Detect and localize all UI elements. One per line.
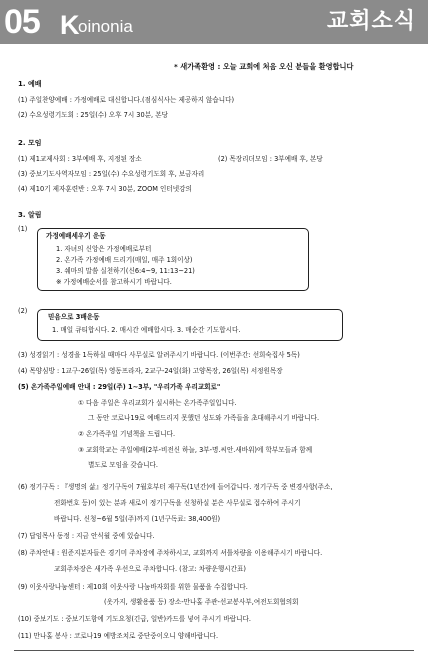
notice-subscription: (6) 정기구독 : 『생명의 삶』정기구독이 7월호부터 재구독(1년간)에 들어갑니다. 정기구독 중 변경사항(주소,	[18, 483, 333, 491]
notice-subscription-cont-2: 바랍니다. 신청~6월 5일(주)까지 (1년구독료: 38,400원)	[54, 515, 221, 523]
page-header	[0, 0, 428, 44]
meeting-line-2: (3) 중보기도사역자모임 : 25일(수) 수요성령기도회 후, 보금자리	[18, 170, 205, 178]
family-sunday-item-3-cont: 별도로 모임을 갖습니다.	[88, 461, 158, 469]
family-worship-note: ※ 가정예배순서를 참고하시기 바랍니다.	[56, 278, 172, 286]
section-meeting-title: 2. 모임	[18, 139, 42, 147]
family-worship-item-2: 2. 온가족 가정예배 드리기(매일, 매주 1회이상)	[56, 256, 193, 264]
faith-campaign-box	[37, 309, 343, 341]
family-worship-item-3: 3. 쉐마의 말씀 실천하기(신6:4~9, 11:13~21)	[56, 267, 195, 275]
notice-bazaar: (9) 이웃사랑나눔센터 : 제10회 이웃사랑 나눔바자회를 위한 물품을 수집합니다.	[18, 583, 248, 591]
notice-number-1: (1)	[18, 225, 28, 233]
meeting-line-1a: (1) 제1교제사회 : 3부예배 후, 지정된 장소	[18, 155, 142, 163]
family-worship-title: 가정예배세우기 운동	[46, 232, 106, 240]
notice-pastor: (7) 답임목사 동정 : 지금 안식월 중에 있습니다.	[18, 532, 155, 540]
faith-campaign-items: 1. 매일 큐티합시다. 2. 매시간 예배합시다. 3. 매순간 기도합시다.	[52, 326, 241, 334]
section-worship-title: 1. 예배	[18, 80, 42, 88]
worship-line-1: (1) 주일찬양예배 : 가정예배로 대신합니다.(점심식사는 제공하지 않습니다)	[18, 96, 235, 104]
faith-campaign-title: 믿음으로 3배운동	[48, 313, 100, 321]
notice-number-2: (2)	[18, 307, 28, 315]
family-sunday-item-2: ② 온가족주일 기념책을 드립니다.	[78, 430, 176, 438]
notice-bazaar-cont: (옷가지, 생활용품 등) 장소-만나홀 주관-선교봉사부,여전도회협의회	[104, 598, 299, 606]
issue-number: 05	[4, 3, 40, 41]
meeting-line-3: (4) 제10기 제자훈련반 : 오후 7시 30분, ZOOM 인터넷강의	[18, 185, 192, 193]
welcome-notice: * 새가족환영 : 오늘 교회에 처음 오신 분들을 환영합니다	[174, 62, 354, 71]
page-title: 교회소식	[326, 9, 416, 34]
notice-manna-hall: (11) 만나홀 봉사 : 코로나19 예방조치로 중단중이오니 양해바랍니다.	[18, 632, 219, 640]
logo-initial: K	[60, 10, 80, 40]
notice-parking-cont: 교회주차장은 새가족 우선으로 주차합니다. (참고: 차량운행시간표)	[54, 565, 246, 573]
notice-bible-reading: (3) 성경읽기 : 성경을 1독하실 때마다 사무실로 알려주시기 바랍니다. (이번주간: 선희숙집사 5독)	[18, 351, 300, 359]
family-worship-box	[37, 228, 309, 291]
notice-intercession: (10) 중보기도 : 중보기도함에 기도요청(긴급, 일반)카드를 넣어 주시기 바랍니다.	[18, 615, 251, 623]
notice-family-sunday: (5) 온가족주일예배 안내 : 29일(주) 1~3부, "우리가족 우리교회로"	[18, 383, 221, 391]
footer-divider	[14, 650, 414, 651]
notice-subscription-cont-1: 전화번호 등)이 있는 분과 새로이 정기구독을 신청하실 분은 사무실로 접수하여 주시기	[54, 499, 301, 507]
family-sunday-item-3: ③ 교회학교는 주일예배(2부-비전신 하늘, 3부-명.씨안.새바위)에 학부모들과 함께	[78, 446, 313, 454]
notice-parking: (8) 주차안내 : 원준지분자들은 경기미 주차장에 주차하시고, 교회까지 셔틀차량을 이용해주시기 바랍니다.	[18, 549, 323, 557]
notice-pastoral-visit: (4) 목양심방 : 1교구-26일(목) 영동프라자, 2교구-24일(화) 고양목장, 26일(목) 서정원목장	[18, 367, 283, 375]
worship-line-2: (2) 수요성령기도회 : 25일(수) 오후 7시 30분, 본당	[18, 111, 168, 119]
family-sunday-item-1: ① 다음 주일은 우리교회가 실시하는 온가족주일입니다.	[78, 399, 237, 407]
family-worship-item-1: 1. 자녀의 신앙은 가정예배로부터	[56, 245, 152, 253]
logo-word: oinonia	[78, 17, 133, 36]
meeting-line-1b: (2) 목장리더모임 : 3부예배 후, 본당	[218, 155, 323, 163]
family-sunday-item-1-cont: 그 동안 코로나19로 예배드리지 못했던 성도와 가족들을 초대해주시기 바랍니다.	[88, 414, 320, 422]
section-notice-title: 3. 알림	[18, 211, 42, 219]
